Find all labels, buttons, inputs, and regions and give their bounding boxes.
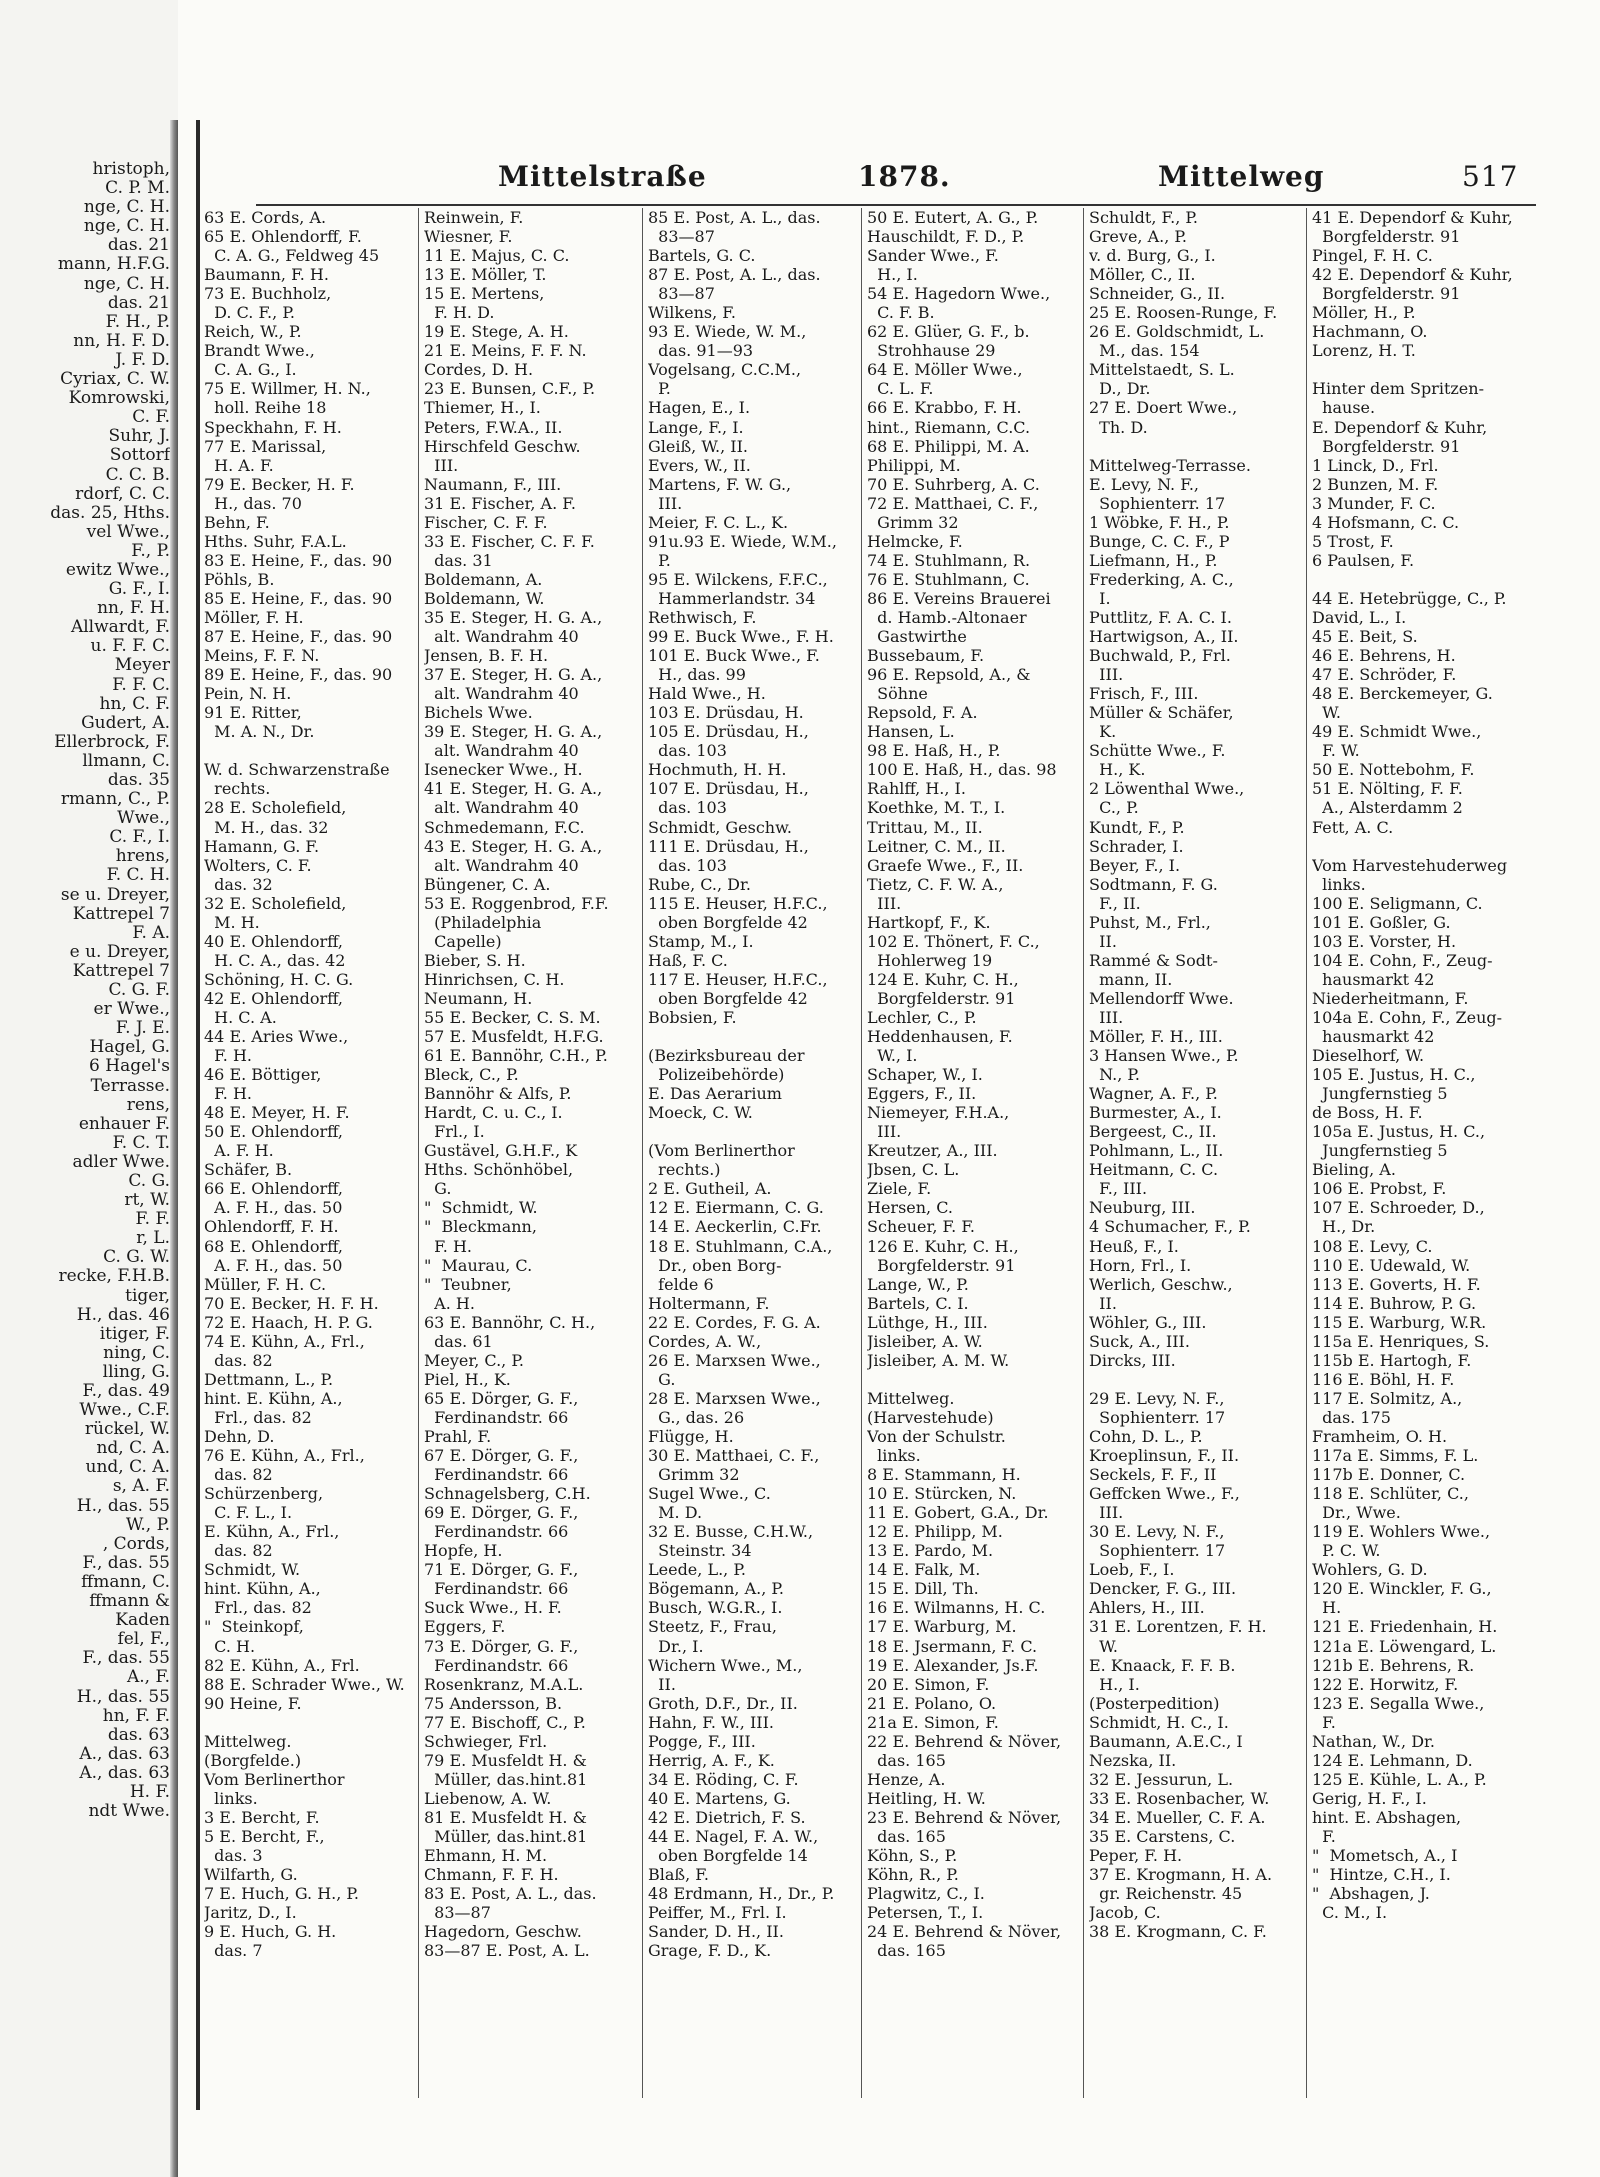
column-5: Schuldt, F., P. Greve, A., P. v. d. Burg, G., I. Möller, C., II. Schneider, G., II. 25 E. Roosen-Runge, F. 26 E. Goldschmidt, L. M., das. 154 Mittelstaedt, S. L. D., Dr. 27 E. Doert Wwe., Th. D. Mittelweg-Terrasse. E. Levy, N. F., Sophienterr. 17 1 Wöbke, F. H., P. Bunge, C. C. F., P Liefmann, H., P. Frederking, A. C., I. Puttlitz, F. A. C. I. Hartwigson, A., II. Buchwald, P., Frl. III. Frisch, F., III. Müller & Schäfer, K. Schütte Wwe., F. H., K. 2 Löwenthal Wwe., C., P. Kundt, F., P. Schrader, I. Beyer, F., I. Sodtmann, F. G. F., II. Puhst, M., Frl., II. Rammé & Sodt- mann, II. Mellendorff Wwe. III. Möller, F. H., III. 3 Hansen Wwe., P. N., P. Wagner, A. F., P. Burmester, A., I. Bergeest, C., II. Pohlmann, L., II. Heitmann, C. C. F., III. Neuburg, III. 4 Schumacher, F., P. Heuß, F., I. Horn, Frl., I. Werlich, Geschw., II. Wöhler, G., III. Suck, A., III. Dircks, III. 29 E. Levy, N. F., Sophienterr. 17 Cohn, D. L., P. Kroeplinsun, F., II. Seckels, F. F., II Geffcken Wwe., F., III. 30 E. Levy, N. F., Sophienterr. 17 Loeb, F., I. Dencker, F. G., III. Ahlers, H., III. 31 E. Lorentzen, F. H. W. E. Knaack, F. F. B. H., I. (Posterpedition) Schmidt, H. C., I. Baumann, A.E.C., I Nezska, II. 32 E. Jessurun, L. 33 E. Rosenbacher, W. 34 E. Mueller, C. F. A. 35 E. Carstens, C. Peper, F. H. 37 E. Krogmann, H. A. gr. Reichenstr. 45 Jacob, C. 38 E. Krogmann, C. F. bbox=[1089, 208, 1278, 1942]
column-divider bbox=[418, 208, 419, 2098]
page-header bbox=[196, 160, 1536, 204]
page-number: 517 bbox=[1462, 160, 1519, 193]
column-1: 63 E. Cords, A. 65 E. Ohlendorff, F. C. A. G., Feldweg 45 Baumann, F. H. 73 E. Buchholz, D. C. F., P. Reich, W., P. Brandt Wwe., C. A. G., I. 75 E. Willmer, H. N., holl. Reihe 18 Speckhahn, F. H. 77 E. Marissal, H. A. F. 79 E. Becker, H. F. H., das. 70 Behn, F. Hths. Suhr, F.A.L. 83 E. Heine, F., das. 90 Pöhls, B. 85 E. Heine, F., das. 90 Möller, F. H. 87 E. Heine, F., das. 90 Meins, F. F. N. 89 E. Heine, F., das. 90 Pein, N. H. 91 E. Ritter, M. A. N., Dr. W. d. Schwarzenstraße rechts. 28 E. Scholefield, M. H., das. 32 Hamann, G. F. Wolters, C. F. das. 32 32 E. Scholefield, M. H. 40 E. Ohlendorff, H. C. A., das. 42 Schöning, H. C. G. 42 E. Ohlendorff, H. C. A. 44 E. Aries Wwe., F. H. 46 E. Böttiger, F. H. 48 E. Meyer, H. F. 50 E. Ohlendorff, A. F. H. Schäfer, B. 66 E. Ohlendorff, A. F. H., das. 50 Ohlendorff, F. H. 68 E. Ohlendorff, A. F. H., das. 50 Müller, F. H. C. 70 E. Becker, H. F. H. 72 E. Haach, H. P. G. 74 E. Kühn, A., Frl., das. 82 Dettmann, L., P. hint. E. Kühn, A., Frl., das. 82 Dehn, D. 76 E. Kühn, A., Frl., das. 82 Schürzenberg, C. F. L., I. E. Kühn, A., Frl., das. 82 Schmidt, W. hint. Kühn, A., Frl., das. 82 " Steinkopf, C. H. 82 E. Kühn, A., Frl. 88 E. Schrader Wwe., W. 90 Heine, F. Mittelweg. (Borgfelde.) Vom Berlinerthor links. 3 E. Bercht, F. 5 E. Bercht, F., das. 3 Wilfarth, G. 7 E. Huch, G. H., P. Jaritz, D., I. 9 E. Huch, G. H. das. 7 bbox=[204, 208, 405, 1961]
column-divider bbox=[1306, 208, 1307, 2098]
page-left-rule bbox=[196, 120, 200, 2110]
column-2: Reinwein, F. Wiesner, F. 11 E. Majus, C. C. 13 E. Möller, T. 15 E. Mertens, F. H. D. 19 E. Stege, A. H. 21 E. Meins, F. F. N. Cordes, D. H. 23 E. Bunsen, C.F., P. Thiemer, H., I. Peters, F.W.A., II. Hirschfeld Geschw. III. Naumann, F., III. 31 E. Fischer, A. F. Fischer, C. F. F. 33 E. Fischer, C. F. F. das. 31 Boldemann, A. Boldemann, W. 35 E. Steger, H. G. A., alt. Wandrahm 40 Jensen, B. F. H. 37 E. Steger, H. G. A., alt. Wandrahm 40 Bichels Wwe. 39 E. Steger, H. G. A., alt. Wandrahm 40 Isenecker Wwe., H. 41 E. Steger, H. G. A., alt. Wandrahm 40 Schmedemann, F.C. 43 E. Steger, H. G. A., alt. Wandrahm 40 Büngener, C. A. 53 E. Roggenbrod, F.F. (Philadelphia Capelle) Bieber, S. H. Hinrichsen, C. H. Neumann, H. 55 E. Becker, C. S. M. 57 E. Musfeldt, H.F.G. 61 E. Bannöhr, C.H., P. Bleck, C., P. Bannöhr & Alfs, P. Hardt, C. u. C., I. Frl., I. Gustävel, G.H.F., K Hths. Schönhöbel, G. " Schmidt, W. " Bleckmann, F. H. " Maurau, C. " Teubner, A. H. 63 E. Bannöhr, C. H., das. 61 Meyer, C., P. Piel, H., K. 65 E. Dörger, G. F., Ferdinandstr. 66 Prahl, F. 67 E. Dörger, G. F., Ferdinandstr. 66 Schnagelsberg, C.H. 69 E. Dörger, G. F., Ferdinandstr. 66 Hopfe, H. 71 E. Dörger, G. F., Ferdinandstr. 66 Suck Wwe., H. F. Eggers, F. 73 E. Dörger, G. F., Ferdinandstr. 66 Rosenkranz, M.A.L. 75 Andersson, B. 77 E. Bischoff, C., P. Schwieger, Frl. 79 E. Musfeldt H. & Müller, das.hint.81 Liebenow, A. W. 81 E. Musfeldt H. & Müller, das.hint.81 Ehmann, H. M. Chmann, F. F. H. 83 E. Post, A. L., das. 83—87 Hagedorn, Geschw. 83—87 E. Post, A. L. bbox=[424, 208, 609, 1961]
header-rule bbox=[256, 204, 1536, 206]
column-3: 85 E. Post, A. L., das. 83—87 Bartels, G. C. 87 E. Post, A. L., das. 83—87 Wilkens, F. 93 E. Wiede, W. M., das. 91—93 Vogelsang, C.C.M., P. Hagen, E., I. Lange, F., I. Gleiß, W., II. Evers, W., II. Martens, F. W. G., III. Meier, F. C. L., K. 91u.93 E. Wiede, W.M., P. 95 E. Wilckens, F.F.C., Hammerlandstr. 34 Rethwisch, F. 99 E. Buck Wwe., F. H. 101 E. Buck Wwe., F. H., das. 99 Hald Wwe., H. 103 E. Drüsdau, H. 105 E. Drüsdau, H., das. 103 Hochmuth, H. H. 107 E. Drüsdau, H., das. 103 Schmidt, Geschw. 111 E. Drüsdau, H., das. 103 Rube, C., Dr. 115 E. Heuser, H.F.C., oben Borgfelde 42 Stamp, M., I. Haß, F. C. 117 E. Heuser, H.F.C., oben Borgfelde 42 Bobsien, F. (Bezirksbureau der Polizeibehörde) E. Das Aerarium Moeck, C. W. (Vom Berlinerthor rechts.) 2 E. Gutheil, A. 12 E. Eiermann, C. G. 14 E. Aeckerlin, C.Fr. 18 E. Stuhlmann, C.A., Dr., oben Borg- felde 6 Holtermann, F. 22 E. Cordes, F. G. A. Cordes, A. W., 26 E. Marxsen Wwe., G. 28 E. Marxsen Wwe., G., das. 26 Flügge, H. 30 E. Matthaei, C. F., Grimm 32 Sugel Wwe., C. M. D. 32 E. Busse, C.H.W., Steinstr. 34 Leede, L., P. Bögemann, A., P. Busch, W.G.R., I. Steetz, F., Frau, Dr., I. Wichern Wwe., M., II. Groth, D.F., Dr., II. Hahn, F. W., III. Pogge, F., III. Herrig, A. F., K. 34 E. Röding, C. F. 40 E. Martens, G. 42 E. Dietrich, F. S. 44 E. Nagel, F. A. W., oben Borgfelde 14 Blaß, F. 48 Erdmann, H., Dr., P. Peiffer, M., Frl. I. Sander, D. H., II. Grage, F. D., K. bbox=[648, 208, 837, 1961]
street-title-left: Mittelstraße bbox=[498, 160, 707, 193]
directory-page bbox=[196, 120, 1536, 2110]
left-page-text: hristoph, C. P. M. nge, C. H. nge, C. H. das. 21 mann, H.F.G. nge, C. H. das. 21 F. H., P. nn, H. F. D. J. F. D. Cyriax, C. W. Komrowski, C. F. Suhr, J. Sottorf C. C. B. rdorf, C. C. das. 25, Hths. vel Wwe., F., P. ewitz Wwe., G. F., I. nn, F. H. Allwardt, F. u. F. F. C. Meyer F. F. C. hn, C. F. Gudert, A. Ellerbrock, F. llmann, C. das. 35 rmann, C., P. Wwe., C. F., I. hrens, F. C. H. se u. Dreyer, Kattrepel 7 F. A. e u. Dreyer, Kattrepel 7 C. G. F. er Wwe., F. J. E. Hagel, G. 6 Hagel's Terrasse. rens, enhauer F. F. C. T. adler Wwe. C. G. rt, W. F. F. r, L. C. G. W. recke, F.H.B. tiger, H., das. 46 itiger, F. ning, C. lling, G. F., das. 49 Wwe., C.F. rückel, W. nd, C. A. und, C. A. s, A. F. H., das. 55 W., P. , Cords, F., das. 55 ffmann, C. ffmann & Kaden fel, F., F., das. 55 A., F. H., das. 55 hn, F. F. das. 63 A., das. 63 A., das. 63 H. F. ndt Wwe. bbox=[50, 159, 170, 1822]
page-binding bbox=[170, 120, 178, 2177]
column-divider bbox=[642, 208, 643, 2098]
column-6: 41 E. Dependorf & Kuhr, Borgfelderstr. 91 Pingel, F. H. C. 42 E. Dependorf & Kuhr, Borgfelderstr. 91 Möller, H., P. Hachmann, O. Lorenz, H. T. Hinter dem Spritzen- hause. E. Dependorf & Kuhr, Borgfelderstr. 91 1 Linck, D., Frl. 2 Bunzen, M. F. 3 Munder, F. C. 4 Hofsmann, C. C. 5 Trost, F. 6 Paulsen, F. 44 E. Hetebrügge, C., P. David, L., I. 45 E. Beit, S. 46 E. Behrens, H. 47 E. Schröder, F. 48 E. Berckemeyer, G. W. 49 E. Schmidt Wwe., F. W. 50 E. Nottebohm, F. 51 E. Nölting, F. F. A., Alsterdamm 2 Fett, A. C. Vom Harvestehuderweg links. 100 E. Seligmann, C. 101 E. Goßler, G. 103 E. Vorster, H. 104 E. Cohn, F., Zeug- hausmarkt 42 Niederheitmann, F. 104a E. Cohn, F., Zeug- hausmarkt 42 Dieselhorf, W. 105 E. Justus, H. C., Jungfernstieg 5 de Boss, H. F. 105a E. Justus, H. C., Jungfernstieg 5 Bieling, A. 106 E. Probst, F. 107 E. Schroeder, D., H., Dr. 108 E. Levy, C. 110 E. Udewald, W. 113 E. Goverts, H. F. 114 E. Buhrow, P. G. 115 E. Warburg, W.R. 115a E. Henriques, S. 115b E. Hartogh, F. 116 E. Böhl, H. F. 117 E. Solmitz, A., das. 175 Framheim, O. H. 117a E. Simms, F. L. 117b E. Donner, C. 118 E. Schlüter, C., Dr., Wwe. 119 E. Wohlers Wwe., P. C. W. Wohlers, G. D. 120 E. Winckler, F. G., H. 121 E. Friedenhain, H. 121a E. Löwengard, L. 121b E. Behrens, R. 122 E. Horwitz, F. 123 E. Segalla Wwe., F. Nathan, W., Dr. 124 E. Lehmann, D. 125 E. Kühle, L. A., P. Gerig, H. F., I. hint. E. Abshagen, F. " Mometsch, A., I " Hintze, C.H., I. " Abshagen, J. C. M., I. bbox=[1312, 208, 1513, 1923]
left-page-fragment bbox=[0, 0, 178, 2177]
year: 1878. bbox=[858, 160, 951, 193]
column-divider bbox=[1083, 208, 1084, 2098]
column-4: 50 E. Eutert, A. G., P. Hauschildt, F. D., P. Sander Wwe., F. H., I. 54 E. Hagedorn Wwe., C. F. B. 62 E. Glüer, G. F., b. Strohhause 29 64 E. Möller Wwe., C. L. F. 66 E. Krabbo, F. H. hint., Riemann, C.C. 68 E. Philippi, M. A. Philippi, M. 70 E. Suhrberg, A. C. 72 E. Matthaei, C. F., Grimm 32 Helmcke, F. 74 E. Stuhlmann, R. 76 E. Stuhlmann, C. 86 E. Vereins Brauerei d. Hamb.-Altonaer Gastwirthe Bussebaum, F. 96 E. Repsold, A., & Söhne Repsold, F. A. Hansen, L. 98 E. Haß, H., P. 100 E. Haß, H., das. 98 Rahlff, H., I. Koethke, M. T., I. Trittau, M., II. Leitner, C. M., II. Graefe Wwe., F., II. Tietz, C. F. W. A., III. Hartkopf, F., K. 102 E. Thönert, F. C., Hohlerweg 19 124 E. Kuhr, C. H., Borgfelderstr. 91 Lechler, C., P. Heddenhausen, F. W., I. Schaper, W., I. Eggers, F., II. Niemeyer, F.H.A., III. Kreutzer, A., III. Jbsen, C. L. Ziele, F. Hersen, C. Scheuer, F. F. 126 E. Kuhr, C. H., Borgfelderstr. 91 Lange, W., P. Bartels, C. I. Lüthge, H., III. Jisleiber, A. W. Jisleiber, A. M. W. Mittelweg. (Harvestehude) Von der Schulstr. links. 8 E. Stammann, H. 10 E. Stürcken, N. 11 E. Gobert, G.A., Dr. 12 E. Philipp, M. 13 E. Pardo, M. 14 E. Falk, M. 15 E. Dill, Th. 16 E. Wilmanns, H. C. 17 E. Warburg, M. 18 E. Jsermann, F. C. 19 E. Alexander, Js.F. 20 E. Simon, F. 21 E. Polano, O. 21a E. Simon, F. 22 E. Behrend & Növer, das. 165 Henze, A. Heitling, H. W. 23 E. Behrend & Növer, das. 165 Köhn, S., P. Köhn, R., P. Plagwitz, C., I. Petersen, T., I. 24 E. Behrend & Növer, das. 165 bbox=[867, 208, 1062, 1961]
column-divider bbox=[861, 208, 862, 2098]
street-title-right: Mittelweg bbox=[1158, 160, 1325, 193]
